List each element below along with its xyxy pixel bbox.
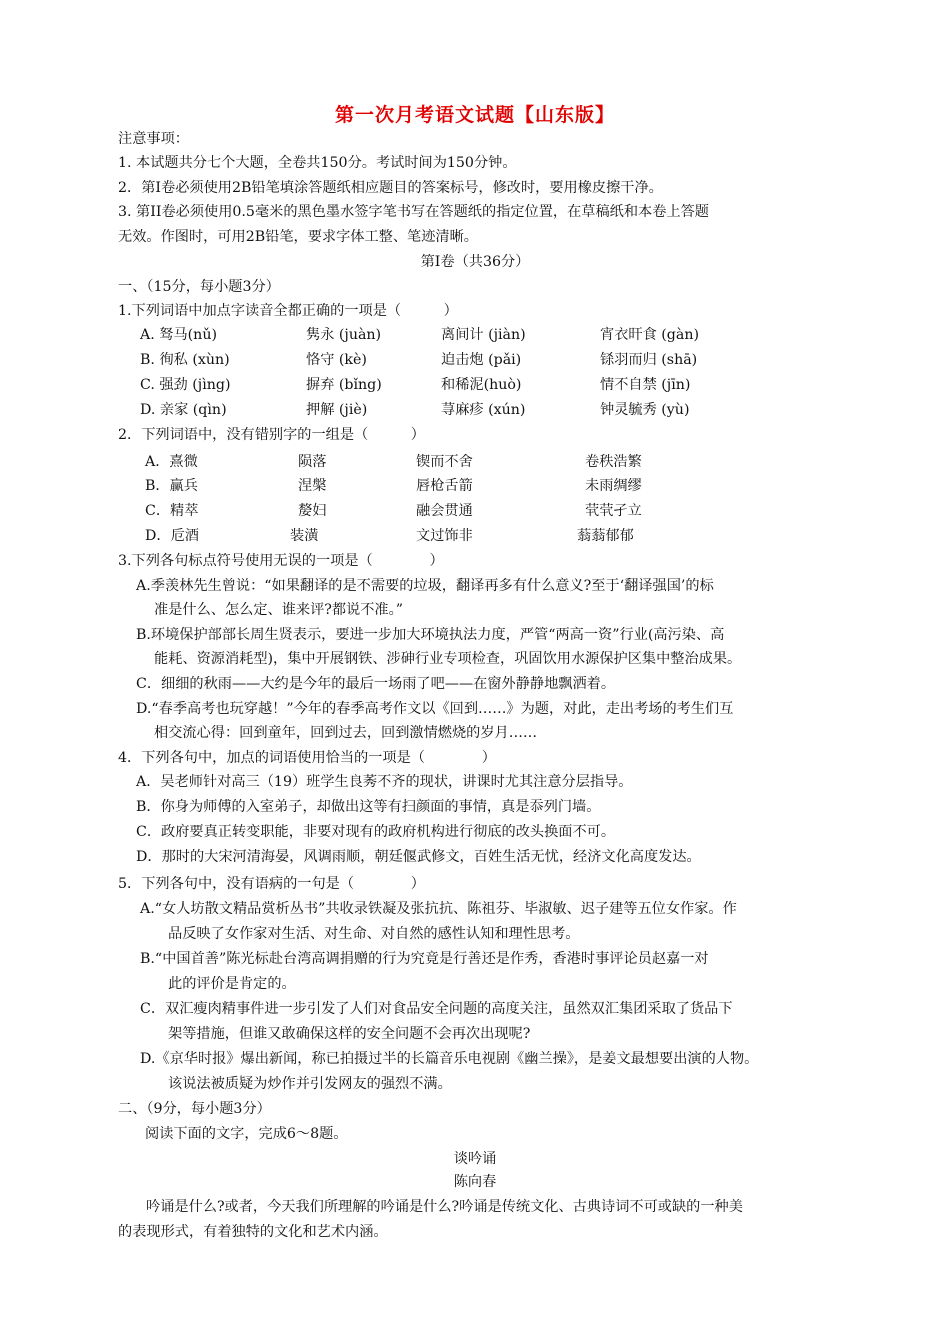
question-5-stem: 5．下列各句中，没有语病的一句是（ ） — [118, 876, 425, 892]
notice-item-3-line-2: 无效。作图时，可用2B铅笔，要求字体工整、笔迹清晰。 — [118, 229, 478, 245]
q5-option-c-line-1: C．双汇瘦肉精事件进一步引发了人们对食品安全问题的高度关注，虽然双汇集团采取了货品下 — [140, 1001, 733, 1017]
q1-option-d-word-4: 钟灵毓秀 (yù) — [600, 402, 690, 418]
q1-option-a-word-1: A. 驽马(nǔ) — [140, 327, 217, 343]
q3-option-b-line-2: 能耗、资源消耗型)，集中开展钢铁、涉砷行业专项检查，巩固饮用水源保护区集中整治成果。 — [154, 651, 742, 667]
q5-option-d-line-2: 该说法被质疑为炒作并引发网友的强烈不满。 — [168, 1076, 452, 1092]
q2-option-c-word-1: C．精萃 — [145, 503, 199, 519]
q2-option-c-word-3: 融会贯通 — [416, 503, 473, 519]
question-1-stem: 1.下列词语中加点字读音全都正确的一项是（ ） — [118, 303, 458, 319]
section-2-heading: 二、（9分，每小题3分） — [118, 1101, 271, 1117]
exam-title: 第一次月考语文试题【山东版】 — [334, 104, 615, 126]
q5-option-b-line-1: B.“中国首善”陈光标赴台湾高调捐赠的行为究竟是行善还是作秀，香港时事评论员赵嘉一对 — [140, 951, 709, 967]
q1-option-c-word-4: 情不自禁 (jīn) — [600, 377, 691, 393]
question-4-stem: 4．下列各句中，加点的词语使用恰当的一项是（ ） — [118, 750, 496, 766]
q1-option-a-word-2: 隽永 (juàn) — [306, 327, 382, 343]
q2-option-a-word-4: 卷秩浩繁 — [585, 454, 642, 470]
q4-option-d: D．那时的大宋河清海晏，风调雨顺，朝廷偃武修文，百姓生活无忧，经济文化高度发达。 — [136, 849, 701, 865]
q2-option-b-word-3: 唇枪舌箭 — [416, 478, 473, 494]
notice-item-2: 2．第Ⅰ卷必须使用2B铅笔填涂答题纸相应题目的答案标号，修改时，要用橡皮擦干净。 — [118, 180, 663, 196]
q2-option-d-word-3: 文过饰非 — [416, 528, 473, 544]
q4-option-a: A．吴老师针对高三（19）班学生良莠不齐的现状，讲课时尤其注意分层指导。 — [136, 774, 633, 790]
q3-option-b-line-1: B.环境保护部部长周生贤表示，要进一步加大环境执法力度，严管“两高一资”行业(高污染、高 — [136, 627, 725, 643]
q4-option-b: B．你身为师傅的入室弟子，却做出这等有扫颜面的事情，真是忝列门墙。 — [136, 799, 601, 815]
q1-option-b-word-2: 恪守 (kè) — [306, 352, 367, 368]
section-1-heading: 一、（15分，每小题3分） — [118, 279, 280, 295]
question-2-stem: 2．下列词语中，没有错别字的一组是（ ） — [118, 427, 425, 443]
q2-option-d-word-1: D．卮酒 — [145, 528, 199, 544]
q1-option-c-word-1: C. 强劲 (jìng) — [140, 377, 231, 393]
q1-option-a-word-3: 离间计 (jiàn) — [441, 327, 526, 343]
q1-option-d-word-1: D. 亲家 (qìn) — [140, 402, 227, 418]
q5-option-a-line-1: A.“女人坊散文精品赏析丛书”共收录铁凝及张抗抗、陈祖芬、毕淑敏、迟子建等五位女作家。作 — [140, 901, 737, 917]
q2-option-c-word-4: 茕茕孑立 — [585, 503, 642, 519]
q1-option-c-word-3: 和稀泥(huò) — [441, 377, 522, 393]
q5-option-b-line-2: 此的评价是肯定的。 — [168, 976, 296, 992]
article-paragraph-1-line-1: 吟诵是什么?或者，今天我们所理解的吟诵是什么?吟诵是传统文化、古典诗词不可或缺的一种美 — [146, 1199, 743, 1215]
q4-option-c: C．政府要真正转变职能，非要对现有的政府机构进行彻底的改头换面不可。 — [136, 824, 616, 840]
q2-option-b-word-2: 涅槃 — [298, 478, 327, 494]
q2-option-d-word-4: 蓊蓊郁郁 — [577, 528, 634, 544]
notice-item-1: 1. 本试题共分七个大题，全卷共150分。考试时间为150分钟。 — [118, 155, 517, 171]
q1-option-d-word-3: 荨麻疹 (xún) — [441, 402, 526, 418]
article-author: 陈向春 — [453, 1174, 497, 1190]
q2-option-d-word-2: 装潢 — [290, 528, 319, 544]
q3-option-c: C．细细的秋雨——大约是今年的最后一场雨了吧——在窗外静静地飘洒着。 — [136, 676, 616, 692]
q3-option-d-line-1: D.“春季高考也玩穿越！”今年的春季高考作文以《回到……》为题，对此，走出考场的考生们互 — [136, 701, 734, 717]
q5-option-d-line-1: D.《京华时报》爆出新闻，称已拍摄过半的长篇音乐电视剧《幽兰操》，是姜文最想要出演的人物。 — [140, 1051, 759, 1067]
q1-option-b-word-3: 迫击炮 (pǎi) — [441, 352, 522, 368]
q3-option-a-line-1: A.季羡林先生曾说：“如果翻译的是不需要的垃圾，翻译再多有什么意义?至于‘翻译强国’的标 — [136, 578, 714, 594]
notice-heading: 注意事项： — [118, 131, 189, 147]
q1-option-c-word-2: 摒弃 (bǐng) — [306, 377, 382, 393]
article-title: 谈吟诵 — [453, 1151, 497, 1167]
notice-item-3-line-1: 3. 第II卷必须使用0.5毫米的黑色墨水签字笔书写在答题纸的指定位置，在草稿纸和本卷上答题 — [118, 204, 709, 220]
reading-instruction: 阅读下面的文字，完成6～8题。 — [145, 1126, 348, 1142]
q5-option-a-line-2: 品反映了女作家对生活、对生命、对自然的感性认知和理性思考。 — [168, 926, 580, 942]
q2-option-a-word-1: A．熹微 — [145, 454, 198, 470]
question-3-stem: 3.下列各句标点符号使用无误的一项是（ ） — [118, 553, 444, 569]
q3-option-d-line-2: 相交流心得：回到童年，回到过去，回到激情燃烧的岁月…… — [154, 725, 538, 741]
q5-option-c-line-2: 架等措施，但谁又敢确保这样的安全问题不会再次出现呢? — [168, 1026, 531, 1042]
q2-option-a-word-2: 陨落 — [298, 454, 327, 470]
q2-option-b-word-1: B．赢兵 — [145, 478, 198, 494]
q1-option-a-word-4: 宵衣旰食 (gàn) — [600, 327, 700, 343]
q3-option-a-line-2: 准是什么、怎么定、谁来评?都说不准。” — [154, 602, 403, 618]
part-1-title: 第Ⅰ卷（共36分） — [420, 254, 530, 270]
q1-option-b-word-4: 铩羽而归 (shā) — [600, 352, 698, 368]
q1-option-b-word-1: B. 徇私 (xùn) — [140, 352, 230, 368]
q2-option-a-word-3: 锲而不舍 — [416, 454, 473, 470]
q2-option-b-word-4: 未雨绸缪 — [585, 478, 642, 494]
q1-option-d-word-2: 押解 (jiè) — [306, 402, 368, 418]
q2-option-c-word-2: 嫠妇 — [298, 503, 327, 519]
article-paragraph-1-line-2: 的表现形式，有着独特的文化和艺术内涵。 — [118, 1224, 388, 1240]
